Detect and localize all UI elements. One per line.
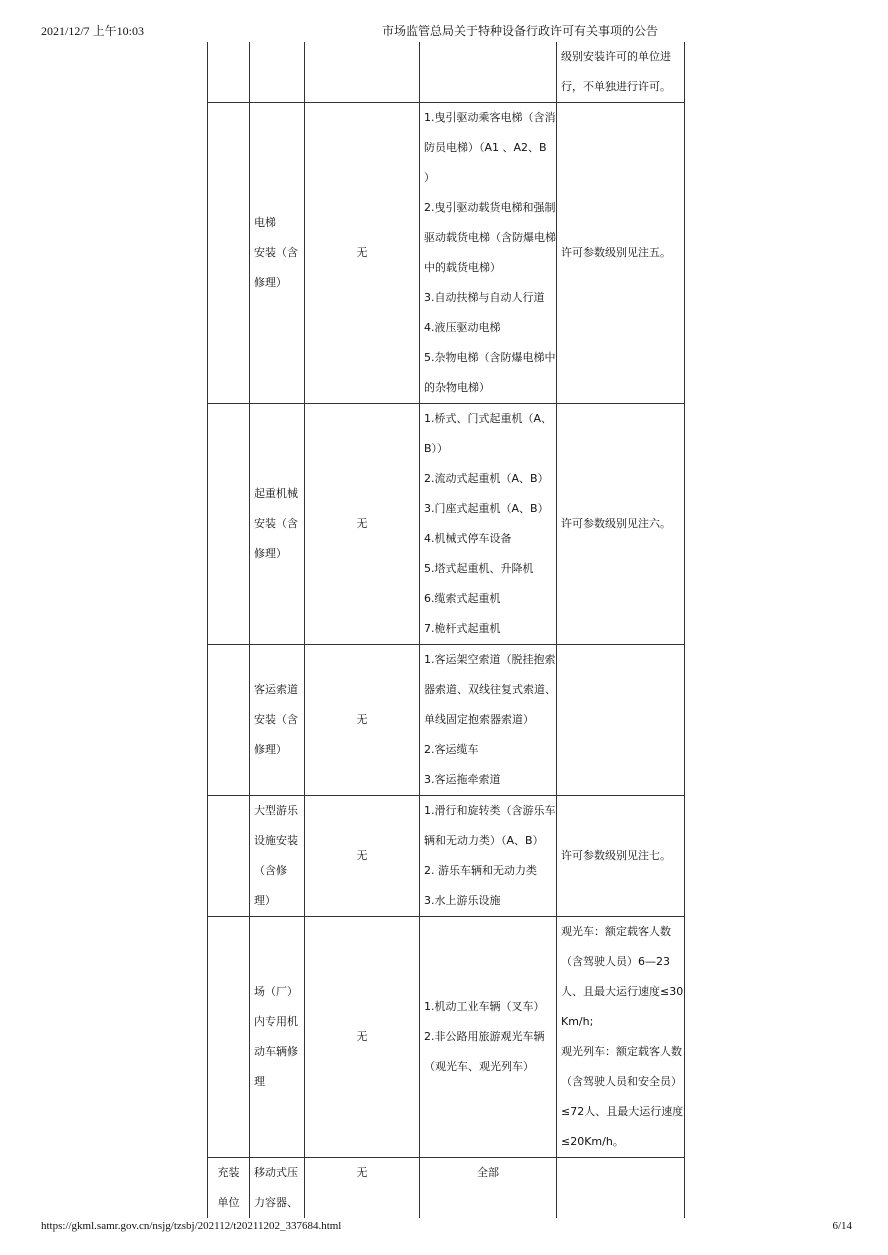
subcategory-cell: 无 [305, 103, 420, 404]
subcategory-cell: 无 [305, 917, 420, 1158]
category-cell: 起重机械 安装（含 修理） [250, 404, 305, 645]
table-row [208, 645, 685, 796]
note-cell: 许可参数级别见注六。 [557, 404, 685, 645]
category-cell: 场（厂） 内专用机 动车辆修 理 [250, 917, 305, 1158]
items-cell: 1.曳引驱动乘客电梯（含消 防员电梯）（A1 、A2、B ） 2.曳引驱动载货电梯和强制 驱动载货电梯（含防爆电梯 中的载货电梯） 3.自动扶梯与自动人行道 4.液压驱动电梯 5.杂物电梯（含防爆电梯中 的杂物电梯） [420, 103, 557, 404]
page-title: 市场监管总局关于特种设备行政许可有关事项的公告 [382, 24, 659, 38]
note-cell: 许可参数级别见注五。 [557, 103, 685, 404]
items-cell: 1.客运架空索道（脱挂抱索 器索道、双线往复式索道、 单线固定抱索器索道） 2.客运缆车 3.客运拖牵索道 [420, 645, 557, 796]
unit-cell: 充装 单位 [208, 1158, 250, 1219]
category-cell: 移动式压 力容器、 [250, 1158, 305, 1219]
note-cell: 观光车：额定载客人数 （含驾驶人员）6—23 人、且最大运行速度≤30 Km/h; 观光列车：额定载客人数 （含驾驶人员和安全员） ≤72人、且最大运行速度 ≤20Km/h。 [557, 917, 685, 1158]
category-cell: 大型游乐 设施安装 （含修 理） [250, 796, 305, 917]
table-row [208, 796, 685, 917]
category-cell: 客运索道 安装（含 修理） [250, 645, 305, 796]
table-row [208, 103, 685, 404]
note-cell: 许可参数级别见注七。 [557, 796, 685, 917]
subcategory-cell: 无 [305, 796, 420, 917]
page-url: https://gkml.samr.gov.cn/nsjg/tzsbj/202112/t20211202_337684.html [41, 1220, 342, 1232]
page-number: 6/14 [832, 1220, 852, 1232]
table-row [208, 42, 685, 103]
items-cell: 1.机动工业车辆（叉车） 2.非公路用旅游观光车辆 （观光车、观光列车） [420, 917, 557, 1158]
license-table [207, 42, 685, 1218]
note-cell [557, 1158, 685, 1219]
subcategory-cell: 无 [305, 404, 420, 645]
note-cell [557, 645, 685, 796]
table-row [208, 1158, 685, 1219]
items-cell: 1.滑行和旋转类（含游乐车 辆和无动力类）（A、B） 2. 游乐车辆和无动力类 3.水上游乐设施 [420, 796, 557, 917]
items-cell: 1.桥式、门式起重机（A、 B）） 2.流动式起重机（A、B） 3.门座式起重机（A、B） 4.机械式停车设备 5.塔式起重机、升降机 6.缆索式起重机 7.桅杆式起重机 [420, 404, 557, 645]
table-row [208, 404, 685, 645]
subcategory-cell: 无 [305, 645, 420, 796]
category-cell: 电梯 安装（含 修理） [250, 103, 305, 404]
table-row [208, 917, 685, 1158]
subcategory-cell: 无 [305, 1158, 420, 1219]
items-cell: 全部 [420, 1158, 557, 1219]
print-datetime: 2021/12/7 上午10:03 [41, 24, 145, 38]
note-cell: 级别安装许可的单位进 行，不单独进行许可。 [557, 42, 685, 103]
